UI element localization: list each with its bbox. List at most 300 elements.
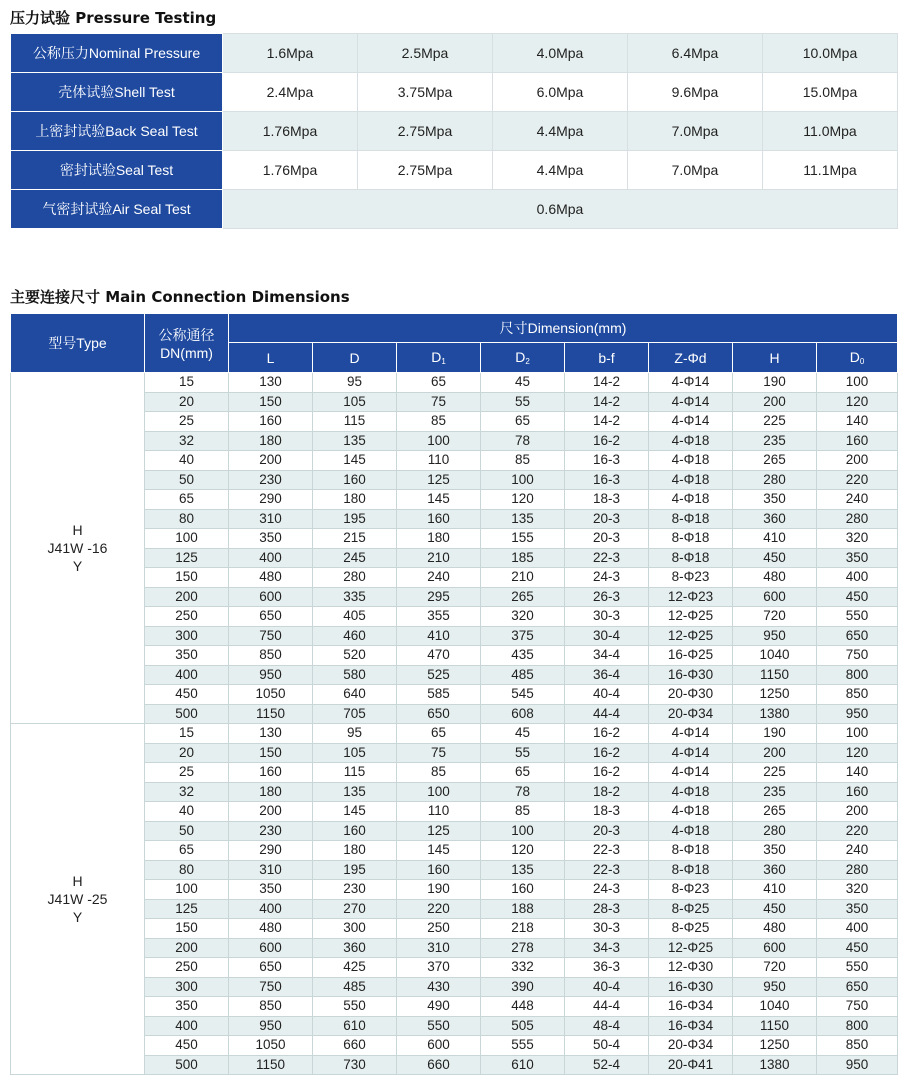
dimension-cell: 610 xyxy=(481,1055,565,1075)
dimension-cell: 200 xyxy=(817,802,898,822)
dimension-cell: 610 xyxy=(313,1016,397,1036)
dimension-cell: 100 xyxy=(817,373,898,393)
dimension-cell: 460 xyxy=(313,626,397,646)
dimension-cell: 200 xyxy=(733,392,817,412)
table-row xyxy=(11,899,898,919)
dimension-cell: 20-Φ41 xyxy=(649,1055,733,1075)
dn-cell: 15 xyxy=(145,724,229,744)
table-row xyxy=(11,1036,898,1056)
dimension-cell: 250 xyxy=(397,919,481,939)
table-row xyxy=(11,431,898,451)
dimension-cell: 650 xyxy=(817,626,898,646)
dimension-cell: 1150 xyxy=(229,1055,313,1075)
dimension-cell: 505 xyxy=(481,1016,565,1036)
dn-cell: 350 xyxy=(145,997,229,1017)
type-cell xyxy=(11,373,145,724)
pressure-row xyxy=(11,34,898,73)
dimension-cell: 12-Φ30 xyxy=(649,958,733,978)
dimension-cell: 100 xyxy=(397,431,481,451)
table-row xyxy=(11,509,898,529)
dimension-cell: 220 xyxy=(817,470,898,490)
pressure-value: 2.5Mpa xyxy=(358,34,493,73)
dimension-cell: 200 xyxy=(817,451,898,471)
dimension-cell: 1040 xyxy=(733,997,817,1017)
dimension-cell: 608 xyxy=(481,704,565,724)
dimension-cell: 450 xyxy=(733,899,817,919)
dimension-cell: 278 xyxy=(481,938,565,958)
dimension-cell: 490 xyxy=(397,997,481,1017)
dimension-cell: 160 xyxy=(397,509,481,529)
dimension-cell: 1050 xyxy=(229,685,313,705)
table-row xyxy=(11,938,898,958)
dimension-cell: 16-2 xyxy=(565,431,649,451)
dimension-cell: 720 xyxy=(733,607,817,627)
dimension-cell: 78 xyxy=(481,431,565,451)
dimension-cell: 105 xyxy=(313,392,397,412)
pressure-value: 4.4Mpa xyxy=(493,151,628,190)
dimension-cell: 730 xyxy=(313,1055,397,1075)
dimension-cell: 410 xyxy=(397,626,481,646)
dimension-cell: 650 xyxy=(229,607,313,627)
dimension-cell: 130 xyxy=(229,373,313,393)
dimension-cell: 120 xyxy=(481,841,565,861)
dimension-cell: 550 xyxy=(313,997,397,1017)
type-cell xyxy=(11,724,145,1075)
dimension-cell: 14-2 xyxy=(565,392,649,412)
pressure-row xyxy=(11,190,898,229)
table-row xyxy=(11,958,898,978)
dimension-cell: 180 xyxy=(397,529,481,549)
pressure-row xyxy=(11,151,898,190)
dn-cell: 25 xyxy=(145,412,229,432)
pressure-row xyxy=(11,112,898,151)
dimension-cell: 125 xyxy=(397,821,481,841)
dimension-cell: 400 xyxy=(229,548,313,568)
table-row xyxy=(11,470,898,490)
dimension-cell: 850 xyxy=(229,646,313,666)
dn-cell: 40 xyxy=(145,802,229,822)
table-row xyxy=(11,841,898,861)
dimension-cell: 485 xyxy=(481,665,565,685)
dimension-cell: 210 xyxy=(481,568,565,588)
dimension-cell: 280 xyxy=(733,470,817,490)
dimension-cell: 120 xyxy=(817,743,898,763)
dimension-cell: 145 xyxy=(397,841,481,861)
dn-cell: 65 xyxy=(145,490,229,510)
dimension-cell: 4-Φ18 xyxy=(649,782,733,802)
dimension-cell: 4-Φ14 xyxy=(649,412,733,432)
dimension-cell: 720 xyxy=(733,958,817,978)
dn-cell: 125 xyxy=(145,899,229,919)
table-row xyxy=(11,568,898,588)
col-header-D2-main: D xyxy=(515,349,526,365)
dimension-cell: 65 xyxy=(481,763,565,783)
dimension-cell: 85 xyxy=(397,412,481,432)
dimension-cell: 16-2 xyxy=(565,743,649,763)
dn-cell: 450 xyxy=(145,685,229,705)
dimension-cell: 20-Φ34 xyxy=(649,1036,733,1056)
type-header: 型号Type xyxy=(11,314,145,373)
dimension-cell: 215 xyxy=(313,529,397,549)
dimension-cell: 50-4 xyxy=(565,1036,649,1056)
dimension-cell: 290 xyxy=(229,841,313,861)
dimension-cell: 480 xyxy=(229,919,313,939)
dn-cell: 125 xyxy=(145,548,229,568)
dn-cell: 350 xyxy=(145,646,229,666)
dimension-cell: 18-3 xyxy=(565,490,649,510)
dimension-cell: 295 xyxy=(397,587,481,607)
pressure-value: 2.75Mpa xyxy=(358,151,493,190)
table-row xyxy=(11,743,898,763)
dimension-cell: 180 xyxy=(313,841,397,861)
dimension-cell: 800 xyxy=(817,665,898,685)
dimension-cell: 450 xyxy=(733,548,817,568)
dimension-cell: 12-Φ25 xyxy=(649,626,733,646)
dimension-cell: 335 xyxy=(313,587,397,607)
dimension-cell: 550 xyxy=(817,958,898,978)
table-row xyxy=(11,490,898,510)
dimension-cell: 52-4 xyxy=(565,1055,649,1075)
pressure-value: 2.4Mpa xyxy=(223,73,358,112)
col-header-D1-sub: 1 xyxy=(441,357,446,366)
table-row xyxy=(11,880,898,900)
dimension-cell: 1380 xyxy=(733,1055,817,1075)
dimension-cell: 55 xyxy=(481,743,565,763)
table-row xyxy=(11,412,898,432)
type-cell-line: J41W -25 xyxy=(47,891,108,907)
table-row xyxy=(11,548,898,568)
dimension-cell: 270 xyxy=(313,899,397,919)
dimension-cell: 225 xyxy=(733,412,817,432)
dn-cell: 65 xyxy=(145,841,229,861)
dimension-cell: 4-Φ18 xyxy=(649,821,733,841)
dimension-cell: 750 xyxy=(229,626,313,646)
dimension-table xyxy=(10,313,898,1075)
dimension-cell: 36-3 xyxy=(565,958,649,978)
dimension-cell: 1250 xyxy=(733,685,817,705)
pressure-row-label: 公称压力Nominal Pressure xyxy=(11,34,223,73)
dimension-cell: 448 xyxy=(481,997,565,1017)
dimension-cell: 600 xyxy=(397,1036,481,1056)
table-row xyxy=(11,392,898,412)
dimension-cell: 24-3 xyxy=(565,880,649,900)
dn-cell: 500 xyxy=(145,704,229,724)
dimension-cell: 555 xyxy=(481,1036,565,1056)
col-header-D0-sub: 0 xyxy=(859,357,865,366)
dn-cell: 400 xyxy=(145,1016,229,1036)
table-row xyxy=(11,821,898,841)
dimension-cell: 210 xyxy=(397,548,481,568)
dn-cell: 100 xyxy=(145,529,229,549)
pressure-value: 4.0Mpa xyxy=(493,34,628,73)
dn-cell: 80 xyxy=(145,860,229,880)
dimension-cell: 85 xyxy=(481,451,565,471)
dimension-cell: 280 xyxy=(313,568,397,588)
dimension-cell: 545 xyxy=(481,685,565,705)
dimension-cell: 360 xyxy=(733,860,817,880)
table-row xyxy=(11,646,898,666)
table-row xyxy=(11,626,898,646)
dimension-cell: 218 xyxy=(481,919,565,939)
table-row xyxy=(11,373,898,393)
pressure-row-label: 壳体试验Shell Test xyxy=(11,73,223,112)
dimension-cell: 34-4 xyxy=(565,646,649,666)
dimension-cell: 110 xyxy=(397,451,481,471)
dimension-cell: 4-Φ18 xyxy=(649,431,733,451)
dimension-cell: 950 xyxy=(229,1016,313,1036)
dimension-cell: 190 xyxy=(733,724,817,744)
dimension-cell: 480 xyxy=(733,919,817,939)
dimension-cell: 155 xyxy=(481,529,565,549)
dimension-cell: 230 xyxy=(229,470,313,490)
col-header-D: D xyxy=(313,343,397,373)
dimension-cell: 1380 xyxy=(733,704,817,724)
dimension-cell: 135 xyxy=(313,431,397,451)
dimension-cell: 280 xyxy=(817,860,898,880)
dimension-cell: 30-3 xyxy=(565,607,649,627)
dimension-cell: 230 xyxy=(313,880,397,900)
dimension-cell: 8-Φ18 xyxy=(649,548,733,568)
dimension-cell: 44-4 xyxy=(565,704,649,724)
col-header-D2 xyxy=(481,343,565,373)
dn-cell: 32 xyxy=(145,782,229,802)
pressure-value: 3.75Mpa xyxy=(358,73,493,112)
table-row xyxy=(11,451,898,471)
dimension-cell: 95 xyxy=(313,724,397,744)
dimension-cell: 40-4 xyxy=(565,685,649,705)
dimension-cell: 20-3 xyxy=(565,529,649,549)
dimension-cell: 14-2 xyxy=(565,412,649,432)
dimension-cell: 125 xyxy=(397,470,481,490)
dimension-cell: 135 xyxy=(481,509,565,529)
dimension-cell: 75 xyxy=(397,743,481,763)
dimension-cell: 100 xyxy=(397,782,481,802)
dimension-cell: 450 xyxy=(817,587,898,607)
dimension-cell: 145 xyxy=(397,490,481,510)
dimension-cell: 235 xyxy=(733,431,817,451)
dn-cell: 200 xyxy=(145,938,229,958)
dimension-cell: 16-2 xyxy=(565,763,649,783)
dimension-cell: 28-3 xyxy=(565,899,649,919)
dn-header-line2: DN(mm) xyxy=(160,345,213,361)
dimension-cell: 240 xyxy=(397,568,481,588)
dimension-cell: 160 xyxy=(481,880,565,900)
col-header-D0-main: D xyxy=(849,349,860,365)
dimension-cell: 1150 xyxy=(229,704,313,724)
dimension-cell: 24-3 xyxy=(565,568,649,588)
dimension-cell: 78 xyxy=(481,782,565,802)
dimension-cell: 410 xyxy=(733,880,817,900)
dimension-cell: 110 xyxy=(397,802,481,822)
dimension-cell: 180 xyxy=(229,431,313,451)
dimension-cell: 520 xyxy=(313,646,397,666)
dimension-cell: 180 xyxy=(313,490,397,510)
dn-header xyxy=(145,314,229,373)
dimension-cell: 750 xyxy=(817,997,898,1017)
col-header-zd: Z-Φd xyxy=(649,343,733,373)
dimension-cell: 16-Φ34 xyxy=(649,1016,733,1036)
dimension-cell: 140 xyxy=(817,763,898,783)
dimension-cell: 48-4 xyxy=(565,1016,649,1036)
dimension-cell: 100 xyxy=(481,821,565,841)
dimension-cell: 8-Φ23 xyxy=(649,880,733,900)
dimension-cell: 405 xyxy=(313,607,397,627)
dimension-cell: 400 xyxy=(817,919,898,939)
dimension-cell: 180 xyxy=(229,782,313,802)
dimension-cell: 188 xyxy=(481,899,565,919)
col-header-D1-main: D xyxy=(431,349,442,365)
dimension-cell: 75 xyxy=(397,392,481,412)
dn-cell: 20 xyxy=(145,743,229,763)
dimension-cell: 8-Φ18 xyxy=(649,841,733,861)
dimension-cell: 550 xyxy=(817,607,898,627)
dimension-cell: 350 xyxy=(733,841,817,861)
dimension-cell: 115 xyxy=(313,763,397,783)
type-cell-line: H xyxy=(72,522,83,538)
dimension-cell: 20-Φ34 xyxy=(649,704,733,724)
dimension-cell: 120 xyxy=(481,490,565,510)
dimension-cell: 160 xyxy=(313,470,397,490)
dimension-cell: 22-3 xyxy=(565,548,649,568)
pressure-value: 2.75Mpa xyxy=(358,112,493,151)
dimension-cell: 8-Φ18 xyxy=(649,509,733,529)
table-row xyxy=(11,977,898,997)
dimension-cell: 800 xyxy=(817,1016,898,1036)
dn-cell: 150 xyxy=(145,568,229,588)
dimension-cell: 480 xyxy=(733,568,817,588)
dimension-cell: 435 xyxy=(481,646,565,666)
dimension-cell: 145 xyxy=(313,802,397,822)
dn-cell: 32 xyxy=(145,431,229,451)
dimension-cell: 4-Φ14 xyxy=(649,373,733,393)
pressure-row-label: 上密封试验Back Seal Test xyxy=(11,112,223,151)
dimension-cell: 40-4 xyxy=(565,977,649,997)
pressure-row xyxy=(11,73,898,112)
dimension-cell: 65 xyxy=(397,373,481,393)
dimension-cell: 350 xyxy=(817,899,898,919)
dimension-cell: 750 xyxy=(817,646,898,666)
dn-header-line1: 公称通径 xyxy=(158,327,215,343)
table-row xyxy=(11,763,898,783)
dn-cell: 250 xyxy=(145,607,229,627)
dn-cell: 500 xyxy=(145,1055,229,1075)
dimension-cell: 1150 xyxy=(733,665,817,685)
dimension-cell: 950 xyxy=(733,977,817,997)
dimension-cell: 150 xyxy=(229,392,313,412)
dn-cell: 450 xyxy=(145,1036,229,1056)
pressure-value: 15.0Mpa xyxy=(763,73,898,112)
dimension-cell: 265 xyxy=(481,587,565,607)
dimension-cell: 65 xyxy=(397,724,481,744)
table-row xyxy=(11,665,898,685)
col-header-D1 xyxy=(397,343,481,373)
dimension-cell: 16-2 xyxy=(565,724,649,744)
dimension-cell: 310 xyxy=(229,509,313,529)
dimension-cell: 235 xyxy=(733,782,817,802)
col-header-H: H xyxy=(733,343,817,373)
dimension-section-title: 主要连接尺寸 Main Connection Dimensions xyxy=(10,288,350,306)
dimension-cell: 16-Φ30 xyxy=(649,977,733,997)
dimension-cell: 4-Φ14 xyxy=(649,763,733,783)
dimension-cell: 1050 xyxy=(229,1036,313,1056)
dimension-cell: 8-Φ18 xyxy=(649,860,733,880)
pressure-value: 1.6Mpa xyxy=(223,34,358,73)
dimension-cell: 600 xyxy=(229,587,313,607)
dn-cell: 50 xyxy=(145,821,229,841)
dimension-cell: 600 xyxy=(733,587,817,607)
dimension-cell: 705 xyxy=(313,704,397,724)
dimension-cell: 160 xyxy=(229,763,313,783)
dimension-cell: 280 xyxy=(733,821,817,841)
dimension-cell: 320 xyxy=(481,607,565,627)
pressure-value: 10.0Mpa xyxy=(763,34,898,73)
dimension-header: 尺寸Dimension(mm) xyxy=(229,314,898,343)
dimension-cell: 300 xyxy=(313,919,397,939)
pressure-value: 11.1Mpa xyxy=(763,151,898,190)
dn-cell: 100 xyxy=(145,880,229,900)
pressure-value: 6.4Mpa xyxy=(628,34,763,73)
dimension-cell: 425 xyxy=(313,958,397,978)
dn-cell: 300 xyxy=(145,626,229,646)
dimension-cell: 30-3 xyxy=(565,919,649,939)
dimension-cell: 26-3 xyxy=(565,587,649,607)
dn-cell: 250 xyxy=(145,958,229,978)
dimension-cell: 12-Φ25 xyxy=(649,607,733,627)
col-header-D2-sub: 2 xyxy=(525,357,530,366)
dn-cell: 40 xyxy=(145,451,229,471)
dimension-cell: 350 xyxy=(229,880,313,900)
dimension-cell: 8-Φ18 xyxy=(649,529,733,549)
dimension-cell: 8-Φ25 xyxy=(649,899,733,919)
dimension-cell: 370 xyxy=(397,958,481,978)
dimension-cell: 320 xyxy=(817,880,898,900)
dimension-cell: 1040 xyxy=(733,646,817,666)
dimension-cell: 480 xyxy=(229,568,313,588)
dimension-cell: 430 xyxy=(397,977,481,997)
dimension-cell: 195 xyxy=(313,860,397,880)
dimension-cell: 850 xyxy=(817,1036,898,1056)
dimension-cell: 310 xyxy=(397,938,481,958)
dimension-cell: 95 xyxy=(313,373,397,393)
table-row xyxy=(11,685,898,705)
dimension-cell: 360 xyxy=(313,938,397,958)
dimension-cell: 525 xyxy=(397,665,481,685)
dn-cell: 400 xyxy=(145,665,229,685)
dimension-cell: 34-3 xyxy=(565,938,649,958)
dimension-cell: 200 xyxy=(229,451,313,471)
dimension-cell: 360 xyxy=(733,509,817,529)
dimension-cell: 4-Φ14 xyxy=(649,724,733,744)
dimension-cell: 350 xyxy=(817,548,898,568)
dimension-cell: 4-Φ14 xyxy=(649,743,733,763)
col-header-bf: b-f xyxy=(565,343,649,373)
dimension-cell: 660 xyxy=(313,1036,397,1056)
dimension-cell: 45 xyxy=(481,373,565,393)
dimension-cell: 135 xyxy=(481,860,565,880)
dimension-cell: 20-Φ30 xyxy=(649,685,733,705)
dimension-cell: 320 xyxy=(817,529,898,549)
pressure-row-label: 密封试验Seal Test xyxy=(11,151,223,190)
dimension-cell: 16-Φ30 xyxy=(649,665,733,685)
dimension-cell: 290 xyxy=(229,490,313,510)
dimension-cell: 400 xyxy=(229,899,313,919)
dn-cell: 200 xyxy=(145,587,229,607)
dimension-cell: 950 xyxy=(817,704,898,724)
dimension-cell: 200 xyxy=(229,802,313,822)
dimension-cell: 140 xyxy=(817,412,898,432)
dimension-cell: 265 xyxy=(733,451,817,471)
dimension-cell: 16-3 xyxy=(565,451,649,471)
